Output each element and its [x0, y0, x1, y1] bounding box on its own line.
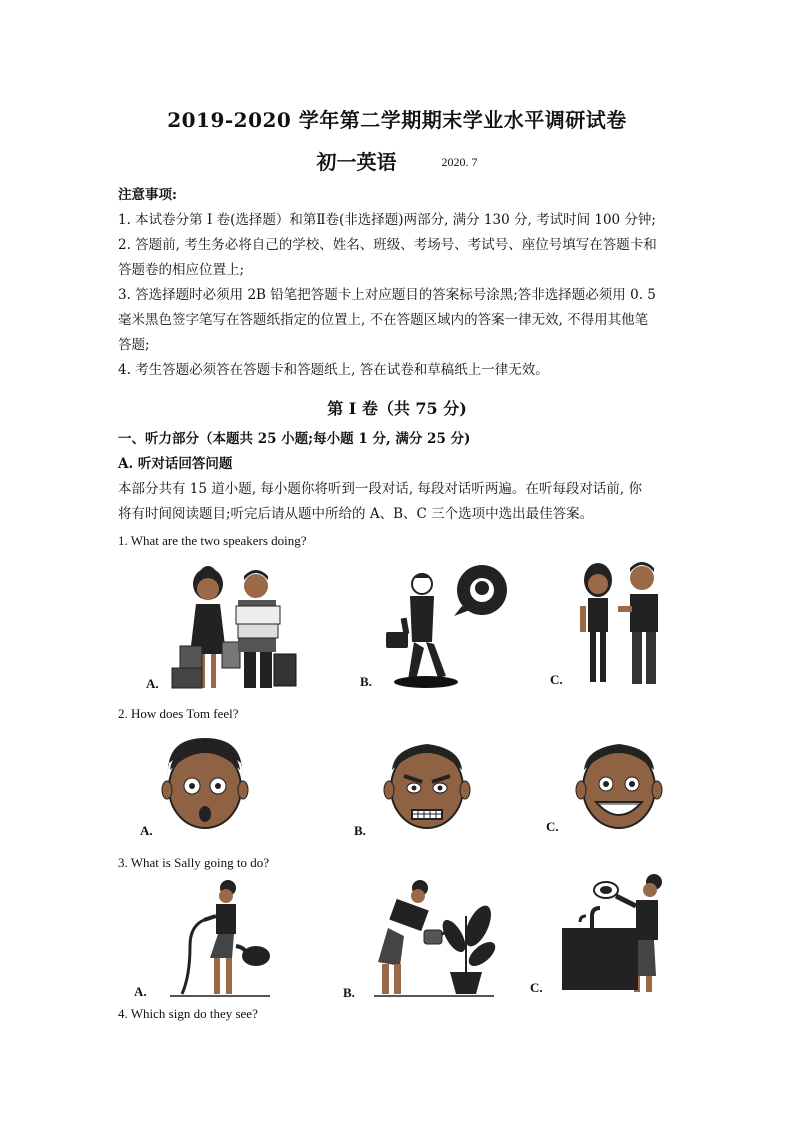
instruction-line: 将有时间阅读题目;听完后请从题中所给的 A、B、C 三个选项中选出最佳答案。 — [118, 506, 594, 522]
option-label: B. — [354, 823, 366, 838]
notice-line: 2. 答题前, 考生务必将自己的学校、姓名、班级、考场号、考试号、座位号填写在答题卡和 — [118, 237, 657, 253]
question-2: 2. How does Tom feel? — [118, 706, 239, 721]
washing-dishes-icon — [558, 872, 668, 996]
section-heading: 一、听力部分（本题共 25 小题;每小题 1 分, 满分 25 分) — [118, 431, 471, 447]
option-label: A. — [134, 984, 147, 999]
listening-block — [118, 427, 684, 527]
notice-line: 3. 答选择题时必须用 2B 铅笔把答题卡上对应题目的答案标号涂黑;答非选择题必须用 0. 5 — [118, 287, 656, 303]
shopping-couple-icon — [168, 562, 308, 692]
option-label: B. — [343, 985, 355, 1000]
notice-line: 答题卷的相应位置上; — [118, 262, 245, 278]
option-label: B. — [360, 674, 372, 689]
option-label: A. — [146, 676, 159, 691]
watering-plant-icon — [370, 876, 500, 1000]
talking-pair-icon — [568, 558, 678, 690]
question-1: 1. What are the two speakers doing? — [118, 533, 307, 548]
option-label: C. — [546, 819, 559, 834]
part-heading: 第 I 卷（共 75 分) — [327, 399, 467, 418]
notice-line: 4. 考生答题必须答在答题卡和答题纸上, 答在试卷和草稿纸上一律无效。 — [118, 362, 549, 378]
notice-heading: 注意事项: — [118, 187, 177, 203]
happy-face-icon — [574, 734, 664, 834]
exam-date: 2020. 7 — [441, 155, 478, 169]
notice-line: 毫米黑色签字笔写在答题纸指定的位置上, 不在答题区域内的答案一律无效, 不得用其他笔 — [118, 312, 649, 328]
notice-block — [118, 183, 684, 383]
vacuum-cleaning-icon — [160, 876, 280, 1000]
phone-call-icon — [382, 562, 522, 692]
option-label: C. — [530, 980, 543, 995]
option-label: C. — [550, 672, 563, 687]
surprised-face-icon — [160, 734, 250, 834]
subject-label: 初一英语 — [316, 150, 397, 174]
option-label: A. — [140, 823, 153, 838]
question-4: 4. Which sign do they see? — [118, 1006, 258, 1021]
exam-subtitle — [0, 146, 794, 175]
angry-face-icon — [382, 734, 472, 834]
question-3: 3. What is Sally going to do? — [118, 855, 270, 870]
instruction-line: 本部分共有 15 道小题, 每小题你将听到一段对话, 每段对话听两遍。在听每段对话前, 你 — [118, 481, 643, 497]
exam-title: 2019-2020 学年第二学期期末学业水平调研试卷 — [167, 108, 627, 132]
notice-line: 1. 本试卷分第 I 卷(选择题）和第Ⅱ卷(非选择题)两部分, 满分 130 分, 考试时间 100 分钟; — [118, 212, 656, 228]
subsection-heading: A. 听对话回答问题 — [118, 456, 233, 472]
notice-line: 答题; — [118, 337, 150, 353]
